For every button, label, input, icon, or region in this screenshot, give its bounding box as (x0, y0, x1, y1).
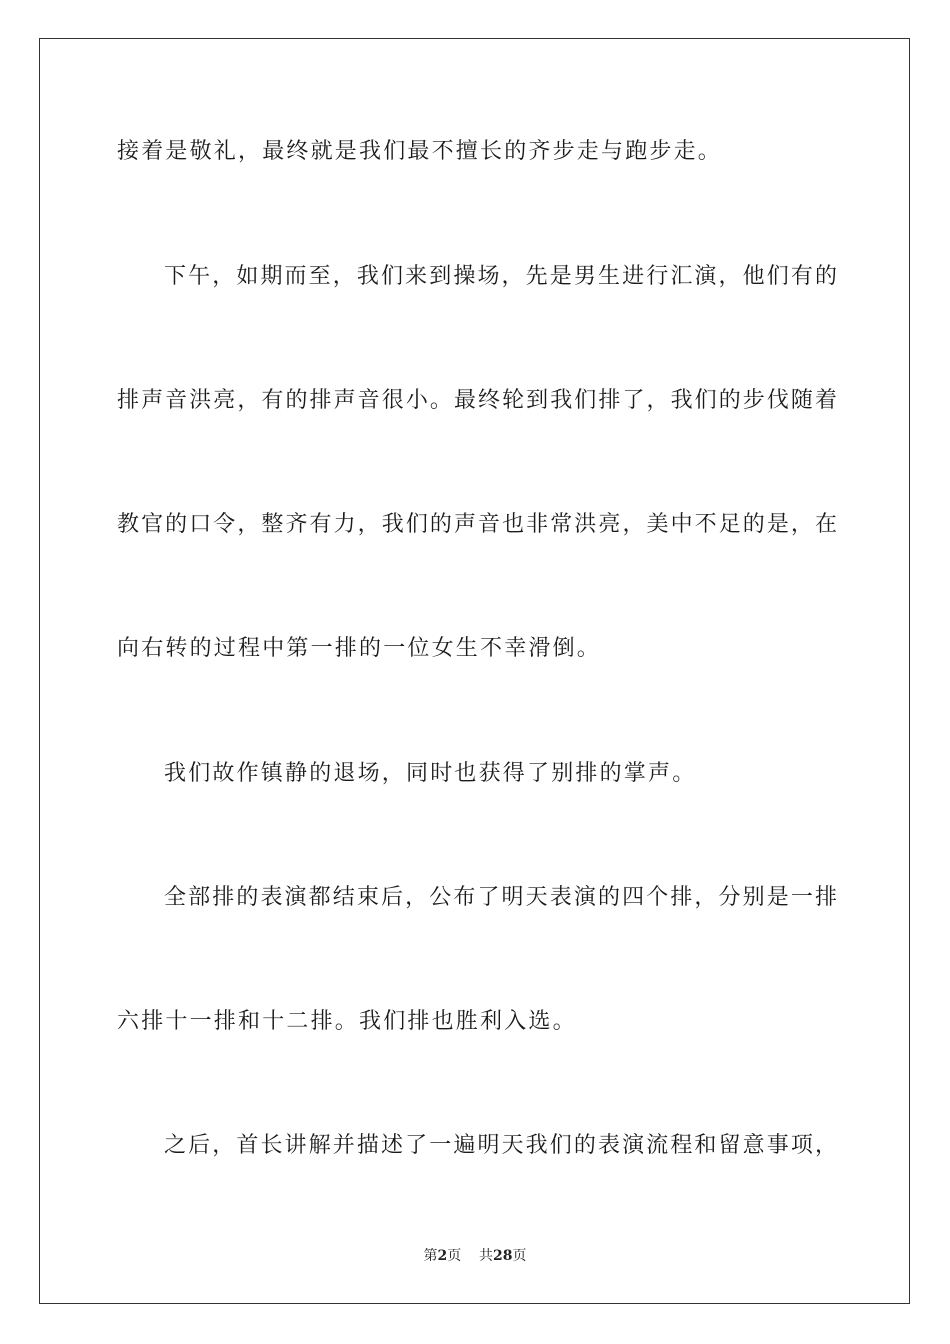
text-line-6: 我们故作镇静的退场，同时也获得了别排的掌声。 (164, 761, 697, 786)
footer-page-number: 2 (437, 1248, 448, 1264)
page-border (39, 38, 910, 1304)
text-line-7: 全部排的表演都结束后，公布了明天表演的四个排，分别是一排 (164, 885, 837, 910)
text-line-5: 向右转的过程中第一排的一位女生不幸滑倒。 (117, 636, 602, 661)
footer-page-prefix: 第 (423, 1248, 438, 1264)
footer-total-suffix: 页 (512, 1248, 527, 1264)
text-line-3: 排声音洪亮，有的排声音很小。最终轮到我们排了，我们的步伐随着 (117, 388, 837, 413)
footer-page-suffix: 页 (447, 1248, 462, 1264)
footer-total-pages: 28 (493, 1248, 513, 1264)
text-line-8: 六排十一排和十二排。我们排也胜利入选。 (117, 1009, 577, 1034)
text-line-9: 之后，首长讲解并描述了一遍明天我们的表演流程和留意事项， (164, 1133, 837, 1158)
footer-total-prefix: 共 (479, 1248, 494, 1264)
text-line-1: 接着是敬礼，最终就是我们最不擅长的齐步走与跑步走。 (117, 139, 723, 164)
page-footer (0, 1246, 950, 1266)
text-line-4: 教官的口令，整齐有力，我们的声音也非常洪亮，美中不足的是，在 (117, 512, 837, 537)
text-line-2: 下午，如期而至，我们来到操场，先是男生进行汇演，他们有的 (164, 264, 837, 289)
